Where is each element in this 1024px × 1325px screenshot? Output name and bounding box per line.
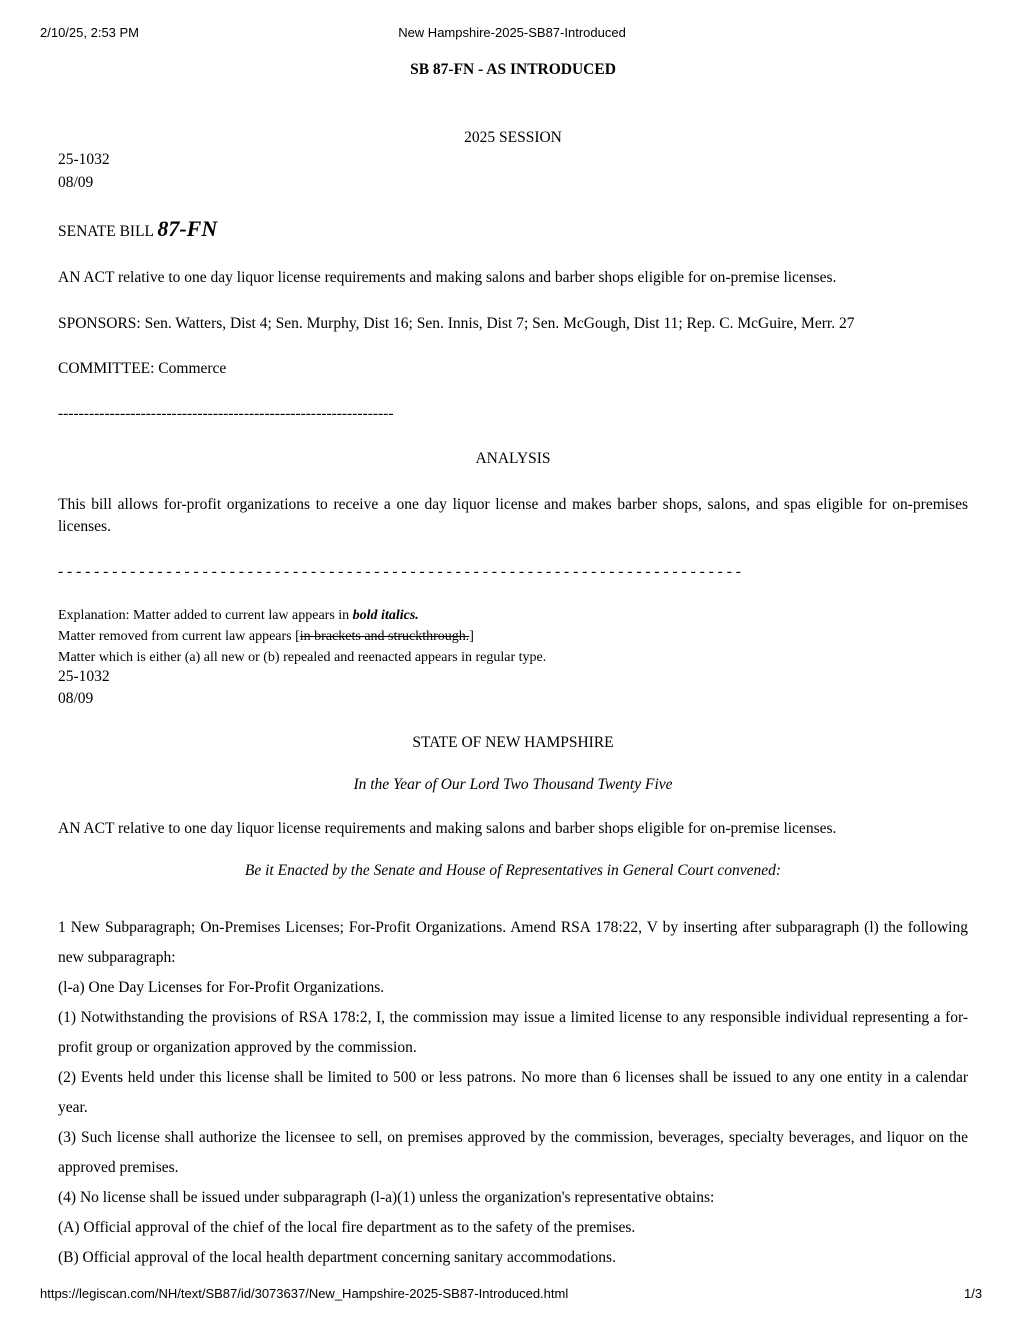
explanation-block: [58, 605, 546, 668]
senate-bill-line: [58, 216, 217, 242]
section-1-intro: 1 New Subparagraph; On-Premises Licenses; For-Profit Organizations. Amend RSA 178:22, V by inserting after subparagraph (l) the following new subparagraph:: [58, 919, 968, 966]
committee: COMMITTEE: Commerce: [58, 360, 227, 377]
print-page-title: New Hampshire-2025-SB87-Introduced: [398, 25, 626, 40]
subparagraph-heading: (l-a) One Day Licenses for For-Profit Organizations.: [58, 979, 385, 996]
paragraph-b: (B) Official approval of the local health department concerning sanitary accommodations.: [58, 1249, 616, 1266]
version-code-2: 08/09: [58, 690, 94, 707]
divider-spaced: - - - - - - - - - - - - - - - - - - - - - - - - - - - - - - - - - - - - - - - - - - - - - - - - - - - - - - - - - - - - - - - - - - - - - - - - - - - -: [58, 563, 741, 580]
bill-number: 87-FN: [157, 216, 218, 241]
print-datetime: 2/10/25, 2:53 PM: [40, 25, 140, 40]
state-heading: STATE OF NEW HAMPSHIRE: [412, 734, 614, 751]
section-1-body: [58, 913, 968, 1273]
session-label: 2025 SESSION: [464, 129, 562, 146]
divider-solid: -----------------------------------------------------------------: [58, 405, 394, 422]
paragraph-2: (2) Events held under this license shall be limited to 500 or less patrons. No more than 6 licenses shall be issued to any one entity in a calendar year.: [58, 1069, 968, 1116]
bold-italics-sample: bold italics.: [352, 608, 419, 623]
paragraph-1: (1) Notwithstanding the provisions of RSA 178:2, I, the commission may issue a limited license to any responsible individual representing a for-profit group or organization approved by the commission.: [58, 1009, 968, 1056]
paragraph-a: (A) Official approval of the chief of the local fire department as to the safety of the premises.: [58, 1219, 636, 1236]
struck-sample: in brackets and struckthrough.: [299, 629, 470, 644]
enacting-clause: Be it Enacted by the Senate and House of Representatives in General Court convened:: [244, 862, 782, 879]
act-title: AN ACT relative to one day liquor license requirements and making salons and barber shops eligible for on-premise licenses.: [58, 269, 837, 286]
lsr-number-2: 25-1032: [58, 668, 110, 685]
analysis-text: This bill allows for-profit organizations to receive a one day liquor license and makes barber shops, salons, and spas eligible for on-premises licenses.: [58, 496, 968, 535]
version-code: 08/09: [58, 174, 94, 191]
lsr-number: 25-1032: [58, 151, 110, 168]
explanation-line-1: [58, 605, 546, 626]
print-url: https://legiscan.com/NH/text/SB87/id/3073637/New_Hampshire-2025-SB87-Introduced.html: [40, 1286, 569, 1301]
act-title-2: AN ACT relative to one day liquor license requirements and making salons and barber shops eligible for on-premise licenses.: [58, 820, 837, 837]
explanation-line-2-text: Matter removed from current law appears [: [58, 629, 300, 644]
explanation-line-2: [58, 626, 546, 647]
explanation-line-3: Matter which is either (a) all new or (b) repealed and reenacted appears in regular type.: [58, 650, 547, 665]
senate-bill-label: SENATE BILL: [58, 223, 154, 240]
doc-title: SB 87-FN - AS INTRODUCED: [410, 61, 616, 78]
year-line: In the Year of Our Lord Two Thousand Twenty Five: [353, 776, 673, 793]
print-page-number: 1/3: [964, 1286, 983, 1301]
sponsors: SPONSORS: Sen. Watters, Dist 4; Sen. Murphy, Dist 16; Sen. Innis, Dist 7; Sen. McGough, Dist 11; Rep. C. McGuire, Merr. 27: [58, 315, 855, 332]
explanation-line-2-suffix: ]: [469, 629, 474, 644]
paragraph-3: (3) Such license shall authorize the licensee to sell, on premises approved by the commission, beverages, specialty beverages, and liquor on the approved premises.: [58, 1129, 968, 1176]
explanation-line-1-text: Explanation: Matter added to current law appears in: [58, 608, 353, 623]
paragraph-4: (4) No license shall be issued under subparagraph (l-a)(1) unless the organization's representative obtains:: [58, 1189, 715, 1206]
analysis-heading: ANALYSIS: [475, 450, 551, 467]
